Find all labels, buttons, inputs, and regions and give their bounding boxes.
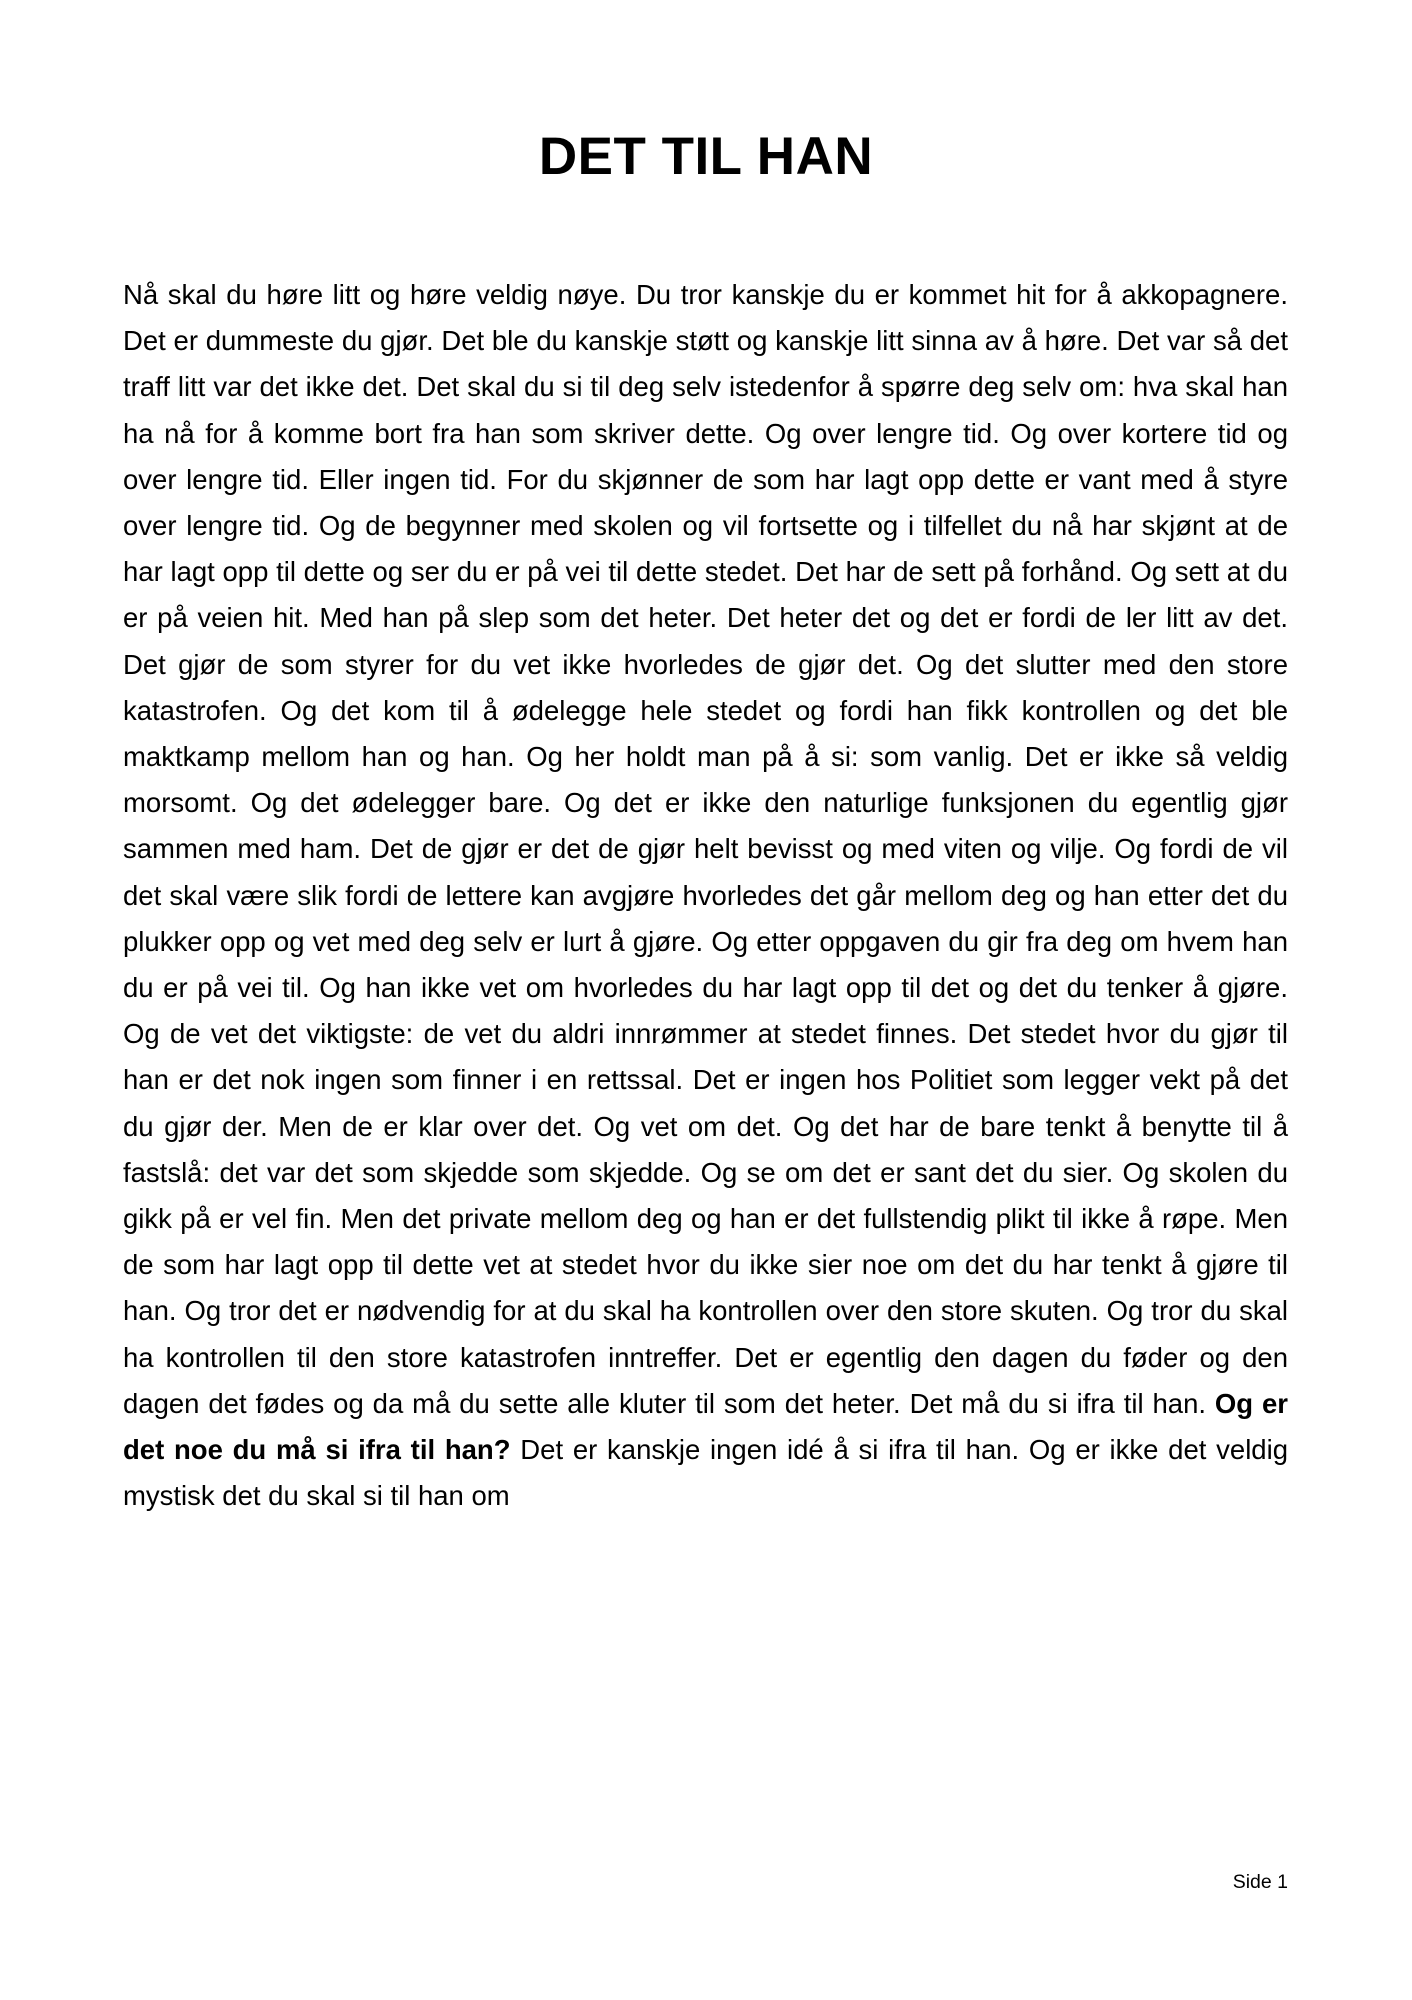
body-paragraph bbox=[123, 272, 1288, 1519]
body-content bbox=[123, 272, 1288, 1519]
paragraph-segment-emphasis: Og er det noe du må si ifra til han? bbox=[123, 1387, 1289, 1466]
page-title: DET TIL HAN bbox=[538, 127, 874, 186]
page-number-footer: Side 1 bbox=[1232, 1871, 1288, 1893]
paragraph-segment-leading: Nå skal du høre litt og høre veldig nøye. Du tror kanskje du er kommet hit for å akkopagnere. Det er dummeste du gjør. Det ble du kanskje støtt og kanskje litt sinna av å høre. Det var så det traff litt var det ikke det. Det skal du si til deg selv istedenfor å spørre deg selv om: hva skal han ha nå for å komme bort fra han som skriver dette. Og over lengre tid. Og over kortere tid og over lengre tid. Eller ingen tid. For du skjønner de som har lagt opp dette er vant med å styre over lengre tid. Og de begynner med skolen og vil fortsette og i tilfellet du nå har skjønt at de har lagt opp til dette og ser du er på vei til dette stedet. Det har de sett på forhånd. Og sett at du er på veien hit. Med han på slep som det heter. Det heter det og det er fordi de ler litt av det. Det gjør de som styrer for du vet ikke hvorledes de gjør det. Og det slutter med den store katastrofen. Og det kom til å ødelegge hele stedet og fordi han fikk kontrollen og det ble maktkamp mellom han og han. Og her holdt man på å si: som vanlig. Det er ikke så veldig morsomt. Og det ødelegger bare. Og det er ikke den naturlige funksjonen du egentlig gjør sammen med ham. Det de gjør er det de gjør helt bevisst og med viten og vilje. Og fordi de vil det skal være slik fordi de lettere kan avgjøre hvorledes det går mellom deg og han etter det du plukker opp og vet med deg selv er lurt å gjøre. Og etter oppgaven du gir fra deg om hvem han du er på vei til. Og han ikke vet om hvorledes du har lagt opp til det og det du tenker å gjøre. Og de vet det viktigste: de vet du aldri innrømmer at stedet finnes. Det stedet hvor du gjør til han er det nok ingen som finner i en rettssal. Det er ingen hos Politiet som legger vekt på det du gjør der. Men de er klar over det. Og vet om det. Og det har de bare tenkt å benytte til å fastslå: det var det som skjedde som skjedde. Og se om det er sant det du sier. Og skolen du gikk på er vel fin. Men det private mellom deg og han er det fullstendig plikt til ikke å røpe. Men de som har lagt opp til dette vet at stedet hvor du ikke sier noe om det du har tenkt å gjøre til han. Og tror det er nødvendig for at du skal ha kontrollen over den store skuten. Og tror du skal ha kontrollen til den store katastrofen inntreffer. Det er egentlig den dagen du føder og den dagen det fødes og da må du sette alle kluter til som det heter. Det må du si ifra til han. bbox=[123, 279, 1288, 1419]
paragraph-segment-trailing: Det er kanskje ingen idé å si ifra til han. Og er ikke det veldig mystisk det du skal si til han om bbox=[123, 1434, 1289, 1512]
